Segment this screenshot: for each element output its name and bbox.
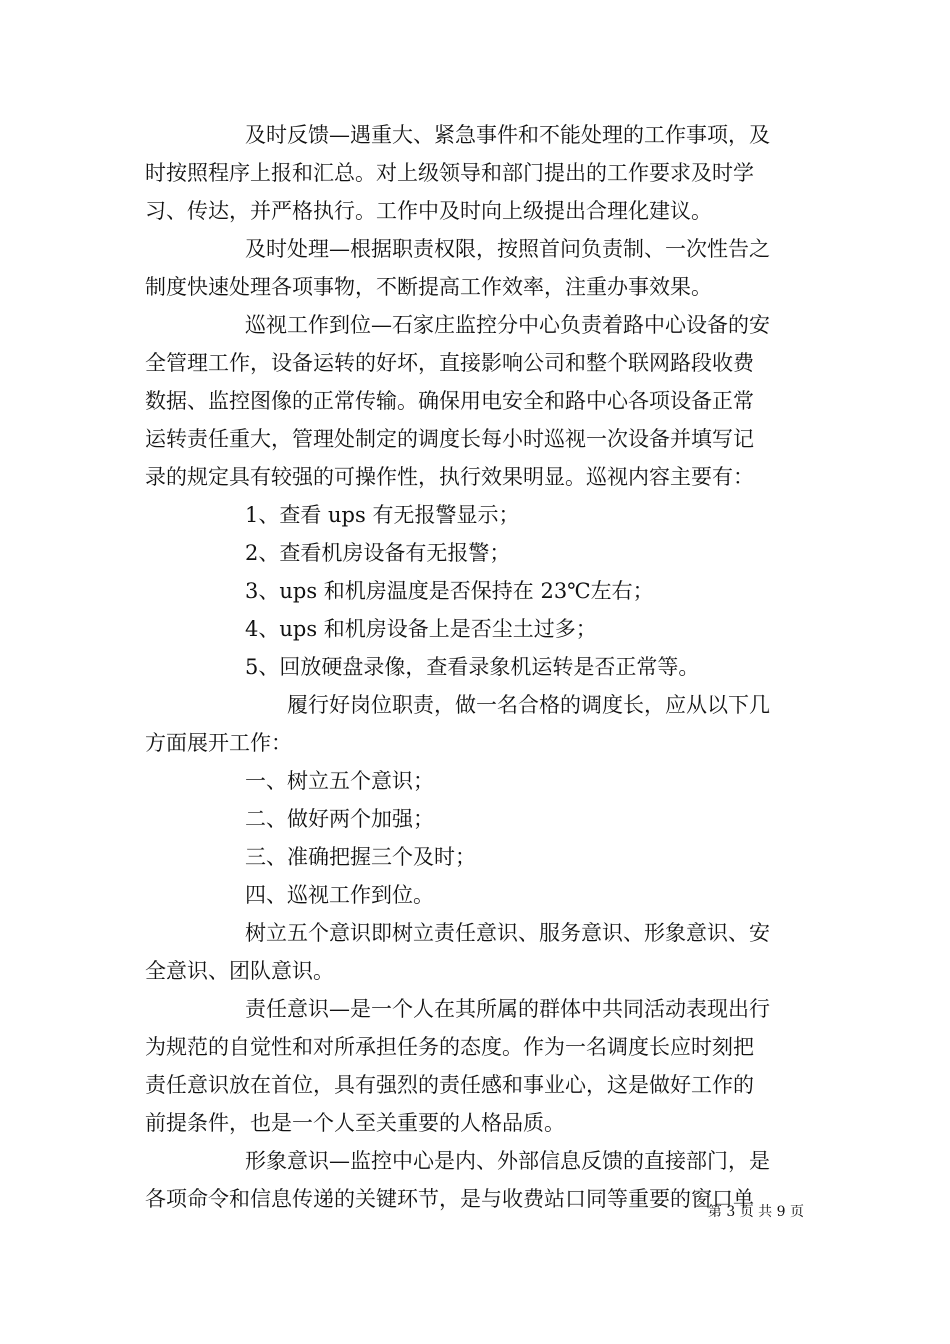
list-item: 5、回放硬盘录像，查看录象机运转是否正常等。: [245, 655, 700, 679]
text-line: 及时反馈—遇重大、紧急事件和不能处理的工作事项，及: [245, 123, 770, 147]
text-line: 各项命令和信息传递的关键环节，是与收费站口同等重要的窗口单: [145, 1187, 754, 1211]
text-line: 巡视工作到位—石家庄监控分中心负责着路中心设备的安: [245, 313, 770, 337]
text-line: 责任意识—是一个人在其所属的群体中共同活动表现出行: [245, 997, 770, 1021]
text-line: 全意识、团队意识。: [145, 959, 334, 983]
list-item: 3、ups 和机房温度是否保持在 23℃左右；: [245, 579, 654, 603]
text-line: 前提条件，也是一个人至关重要的人格品质。: [145, 1111, 565, 1135]
text-line: 全管理工作，设备运转的好坏，直接影响公司和整个联网路段收费: [145, 351, 754, 375]
list-item: 三、准确把握三个及时；: [245, 845, 476, 869]
text-line: 树立五个意识即树立责任意识、服务意识、形象意识、安: [245, 921, 770, 945]
list-item: 4、ups 和机房设备上是否尘土过多；: [245, 617, 597, 641]
text-line: 及时处理—根据职责权限，按照首问负责制、一次性告之: [245, 237, 770, 261]
text-line: 习、传达，并严格执行。工作中及时向上级提出合理化建议。: [145, 199, 712, 223]
list-item: 一、树立五个意识；: [245, 769, 434, 793]
list-item: 四、巡视工作到位。: [245, 883, 434, 907]
text-line: 形象意识—监控中心是内、外部信息反馈的直接部门，是: [245, 1149, 770, 1173]
page-number: 第 3 页 共 9 页: [707, 1204, 804, 1220]
text-line: 责任意识放在首位，具有强烈的责任感和事业心，这是做好工作的: [145, 1073, 754, 1097]
list-item: 1、查看 ups 有无报警显示；: [245, 503, 520, 527]
list-item: 2、查看机房设备有无报警；: [245, 541, 511, 565]
text-line: 运转责任重大，管理处制定的调度长每小时巡视一次设备并填写记: [145, 427, 754, 451]
text-line: 数据、监控图像的正常传输。确保用电安全和路中心各项设备正常: [145, 389, 754, 413]
text-line: 为规范的自觉性和对所承担任务的态度。作为一名调度长应时刻把: [145, 1035, 754, 1059]
text-line: 履行好岗位职责，做一名合格的调度长，应从以下几: [287, 693, 770, 717]
text-line: 方面展开工作：: [145, 731, 292, 755]
text-line: 制度快速处理各项事物，不断提高工作效率，注重办事效果。: [145, 275, 712, 299]
list-item: 二、做好两个加强；: [245, 807, 434, 831]
text-line: 时按照程序上报和汇总。对上级领导和部门提出的工作要求及时学: [145, 161, 754, 185]
text-line: 录的规定具有较强的可操作性，执行效果明显。巡视内容主要有：: [145, 465, 754, 489]
